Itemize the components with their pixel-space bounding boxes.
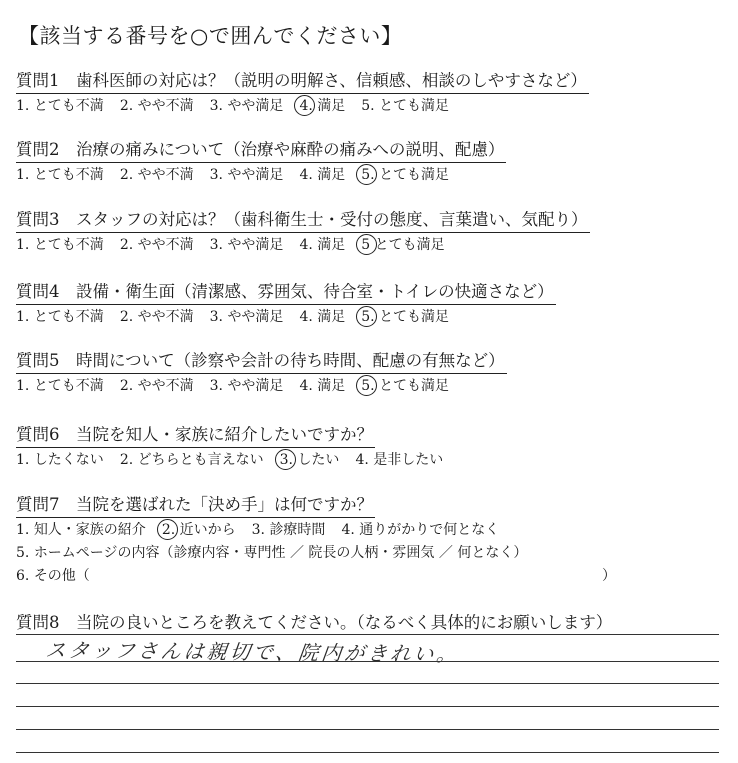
- question-4: [16, 281, 556, 327]
- q7-option-2[interactable]: 2. 近いから: [161, 522, 236, 538]
- option-number: 2.: [119, 452, 134, 468]
- option-label: とても不満: [33, 378, 104, 394]
- option-label: とても満足: [379, 167, 450, 183]
- question-5: [16, 350, 507, 396]
- option-number: 1.: [16, 378, 30, 394]
- option-number: 2.: [119, 309, 134, 325]
- q2-option-3[interactable]: [210, 165, 284, 185]
- question-2: [16, 139, 506, 185]
- q7-other-close-paren: ）: [602, 568, 616, 584]
- question-1-heading: 質問1 歯科医師の対応は？（説明の明解さ、信頼感、相談のしやすさなど）: [16, 70, 589, 94]
- q5-option-4[interactable]: [299, 376, 345, 396]
- selected-circle: 5.: [361, 378, 375, 394]
- option-number: 1.: [16, 237, 30, 253]
- option-label: 満足: [317, 309, 346, 325]
- option-number: 1.: [16, 309, 30, 325]
- option-label: とても満足: [379, 98, 450, 114]
- q6-option-3[interactable]: [280, 450, 340, 470]
- q1-option-2[interactable]: [120, 96, 194, 116]
- q2-option-5[interactable]: [361, 165, 449, 185]
- question-4-heading: 質問4 設備・衛生面（清潔感、雰囲気、待合室・トイレの快適さなど）: [16, 281, 556, 305]
- selected-circle: 5: [361, 237, 371, 253]
- question-6-options: [16, 450, 443, 470]
- question-7-heading: 質問7 当院を選ばれた「決め手」は何ですか？: [16, 494, 375, 518]
- answer-line-3: [16, 683, 719, 684]
- option-number: 3.: [209, 167, 223, 183]
- question-1: [16, 70, 589, 116]
- answer-line-4: [16, 706, 719, 707]
- answer-line-5: [16, 729, 719, 730]
- option-label: やや満足: [227, 309, 284, 325]
- option-label: とても不満: [33, 237, 104, 253]
- q4-option-4[interactable]: [299, 307, 345, 327]
- q6-option-1[interactable]: [16, 450, 104, 470]
- question-2-options: [16, 165, 506, 185]
- question-4-options: [16, 307, 556, 327]
- option-label: やや不満: [137, 309, 194, 325]
- q6-option-4[interactable]: [355, 450, 443, 470]
- q3-option-1[interactable]: [16, 235, 104, 255]
- option-label: 満足: [317, 98, 346, 114]
- option-number: 2.: [119, 237, 134, 253]
- option-label: やや満足: [227, 167, 284, 183]
- q7-option-6[interactable]: 6. その他（: [16, 568, 90, 584]
- q1-option-3[interactable]: [210, 96, 284, 116]
- option-label: とても不満: [33, 309, 104, 325]
- q5-option-3[interactable]: [210, 376, 284, 396]
- selected-circle: 2.: [161, 522, 176, 538]
- option-label: やや満足: [227, 237, 284, 253]
- q4-option-2[interactable]: [120, 307, 194, 327]
- q3-option-5[interactable]: [361, 235, 444, 255]
- option-label: とても満足: [379, 309, 450, 325]
- option-label: やや不満: [137, 167, 194, 183]
- q5-option-1[interactable]: [16, 376, 104, 396]
- q4-option-5[interactable]: [361, 307, 449, 327]
- question-6-heading: 質問6 当院を知人・家族に紹介したいですか？: [16, 424, 375, 448]
- q2-option-4[interactable]: [299, 165, 345, 185]
- option-number: 1.: [16, 452, 30, 468]
- q3-option-3[interactable]: [210, 235, 284, 255]
- option-number: 2.: [119, 378, 134, 394]
- question-3-heading: 質問3 スタッフの対応は？（歯科衛生士・受付の態度、言葉遣い、気配り）: [16, 209, 590, 233]
- q4-option-1[interactable]: [16, 307, 104, 327]
- option-number: 3.: [209, 98, 223, 114]
- option-label: とても満足: [374, 237, 445, 253]
- option-label: やや不満: [137, 237, 194, 253]
- option-label: やや不満: [137, 378, 194, 394]
- question-8: [16, 612, 614, 635]
- option-number: 2.: [119, 167, 134, 183]
- selected-circle: 3.: [279, 452, 293, 468]
- question-7-row-2: [16, 543, 616, 563]
- q2-option-1[interactable]: [16, 165, 104, 185]
- option-number: 3.: [209, 309, 223, 325]
- q5-option-2[interactable]: [120, 376, 194, 396]
- handwritten-answer[interactable]: スタッフさんは親切で、院内がきれい。: [44, 637, 461, 667]
- question-3: [16, 209, 590, 255]
- option-label: 満足: [317, 378, 346, 394]
- option-number: 4.: [299, 237, 313, 253]
- question-7-row-3: [16, 566, 616, 586]
- option-number: 4.: [299, 309, 313, 325]
- q7-option-3[interactable]: 3. 診療時間: [251, 522, 326, 538]
- question-8-heading: 質問8 当院の良いところを教えてください。（なるべく具体的にお願いします）: [16, 613, 613, 632]
- q3-option-4[interactable]: [299, 235, 345, 255]
- option-number: 3.: [209, 378, 223, 394]
- question-7-row-1: [16, 520, 616, 540]
- q1-option-4[interactable]: [299, 96, 345, 116]
- option-number: 2.: [119, 98, 134, 114]
- question-5-options: [16, 376, 507, 396]
- option-number: 4.: [355, 452, 369, 468]
- q5-option-5[interactable]: [361, 376, 449, 396]
- option-label: 是非したい: [373, 452, 444, 468]
- q1-option-1[interactable]: [16, 96, 104, 116]
- option-label: 満足: [317, 167, 346, 183]
- q4-option-3[interactable]: [210, 307, 284, 327]
- option-number: 5.: [361, 98, 375, 114]
- answer-line-6: [16, 752, 719, 753]
- option-number: 4.: [299, 378, 313, 394]
- question-7: [16, 494, 616, 586]
- option-number: 1.: [16, 167, 30, 183]
- q1-option-5[interactable]: [361, 96, 449, 116]
- question-5-heading: 質問5 時間について（診察や会計の待ち時間、配慮の有無など）: [16, 350, 507, 374]
- option-label: やや満足: [227, 378, 284, 394]
- survey-title: 【該当する番号を○で囲んでください】: [18, 24, 403, 48]
- option-label: どちらとも言えない: [137, 452, 264, 468]
- option-number: 1.: [16, 98, 30, 114]
- option-number: 4.: [299, 167, 313, 183]
- question-1-options: [16, 96, 589, 116]
- question-2-heading: 質問2 治療の痛みについて（治療や麻酔の痛みへの説明、配慮）: [16, 139, 506, 163]
- selected-circle: 5.: [361, 167, 375, 183]
- option-number: 3.: [209, 237, 223, 253]
- q2-option-2[interactable]: [120, 165, 194, 185]
- option-label: とても満足: [379, 378, 450, 394]
- option-label: したくない: [33, 452, 104, 468]
- q6-option-2[interactable]: [120, 450, 264, 470]
- q7-option-4[interactable]: 4. 通りがかりで何となく: [341, 522, 500, 538]
- option-label: やや満足: [227, 98, 284, 114]
- option-label: とても不満: [33, 167, 104, 183]
- q7-option-1[interactable]: 1. 知人・家族の紹介: [16, 522, 146, 538]
- selected-circle: 4.: [299, 98, 313, 114]
- q7-option-5[interactable]: 5. ホームページの内容（診療内容・専門性 ／ 院長の人柄・雰囲気 ／ 何となく）: [16, 545, 528, 561]
- question-6: [16, 424, 443, 470]
- q3-option-2[interactable]: [120, 235, 194, 255]
- selected-circle: 5.: [361, 309, 375, 325]
- option-label: したい: [297, 452, 340, 468]
- question-3-options: [16, 235, 590, 255]
- option-label: とても不満: [33, 98, 104, 114]
- answer-line-2: [16, 661, 719, 662]
- option-label: 満足: [317, 237, 346, 253]
- option-label: やや不満: [137, 98, 194, 114]
